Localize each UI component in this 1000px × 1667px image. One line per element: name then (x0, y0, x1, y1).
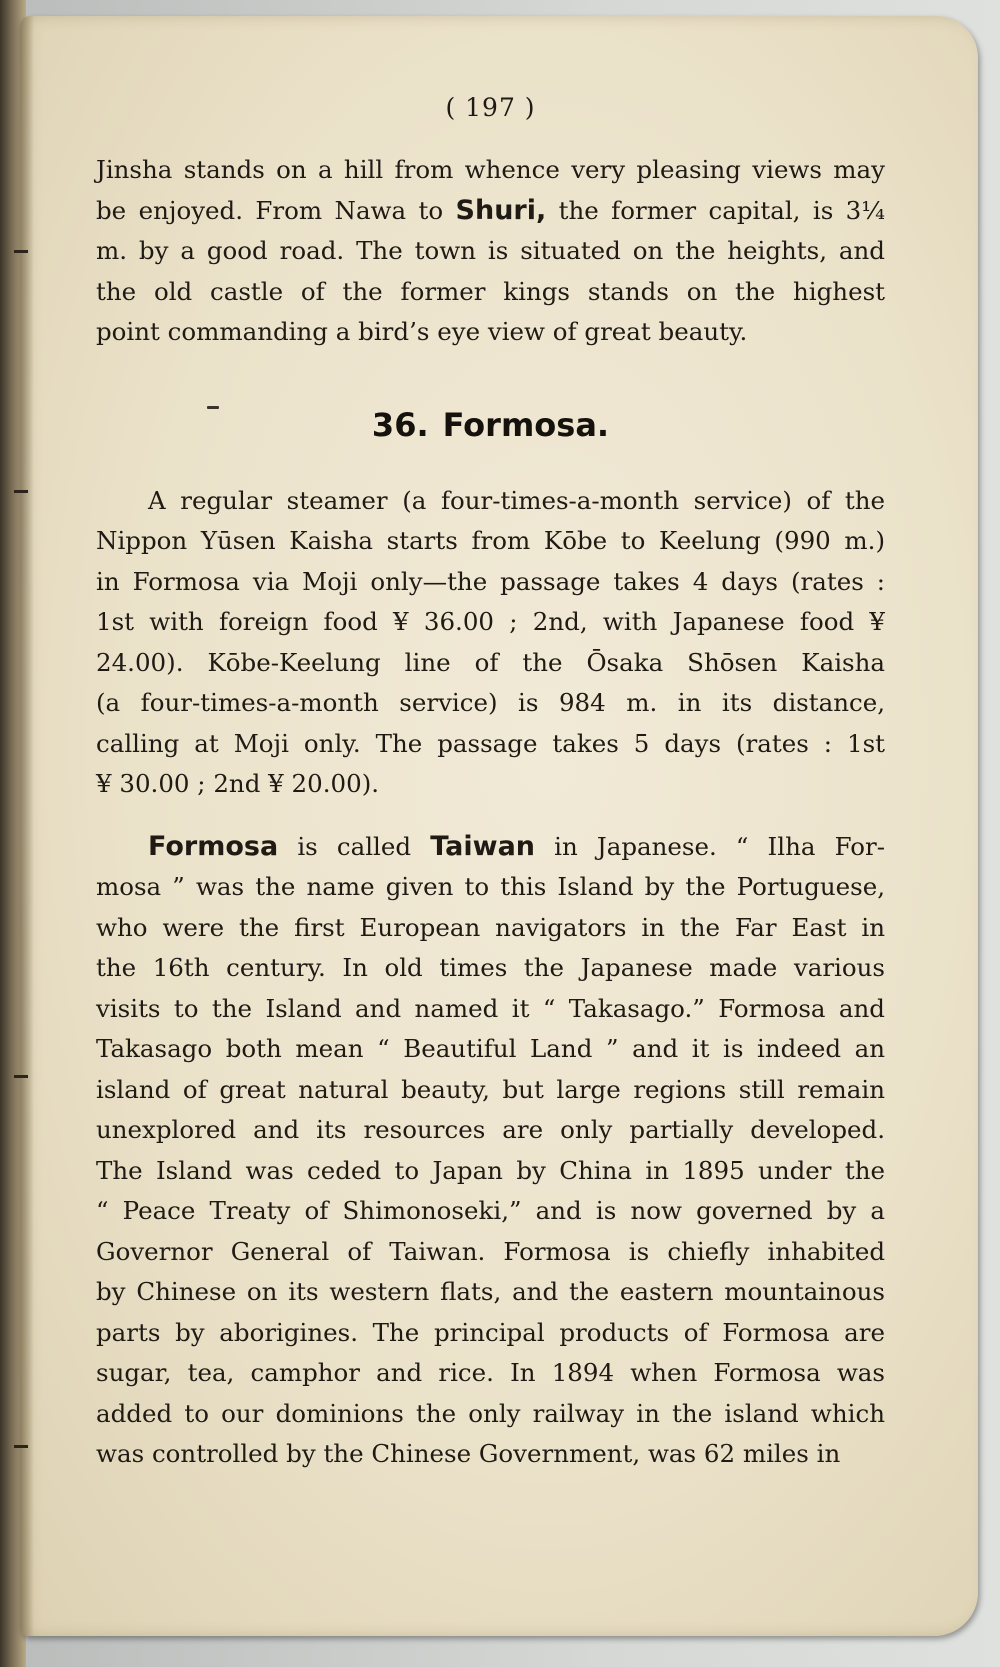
text-line: be enjoyed. From Nawa to Shuri, the former capital, is 3¼ (96, 194, 886, 226)
text-line: calling at Moji only. The passage takes 5 days (rates : 1st (96, 728, 885, 758)
text-line: who were the first European navigators in the Far East in (96, 912, 885, 942)
page-edge-mark (14, 490, 28, 493)
bold-term: Shuri, (455, 194, 547, 226)
text-line: by Chinese on its western flats, and the eastern mountainous (96, 1277, 885, 1306)
page-edge-mark (14, 1075, 28, 1078)
text-line: parts by aborigines. The principal products of Formosa are (96, 1317, 885, 1347)
text-line: Takasago both mean “ Beautiful Land ” and it is indeed an (96, 1034, 885, 1063)
page-number: ( 197 ) (445, 93, 536, 122)
formosa-paragraph (96, 827, 885, 1475)
text-line: 24.00). Kōbe-Keelung line of the Ōsaka Shōsen Kaisha (96, 647, 885, 677)
text-line: in Formosa via Moji only—the passage takes 4 days (rates : (96, 566, 885, 596)
text-line: added to our dominions the only railway in the island which (96, 1398, 885, 1428)
text-line: ¥ 30.00 ; 2nd ¥ 20.00). (96, 769, 380, 798)
section-heading (96, 405, 885, 444)
section-number: 36. (371, 405, 429, 444)
text-line: m. by a good road. The town is situated on the heights, and (96, 236, 885, 265)
section-title: Formosa. (442, 405, 610, 444)
text-line: Governor General of Taiwan. Formosa is chiefly inhabited (96, 1236, 885, 1266)
text-line: sugar, tea, camphor and rice. In 1894 when Formosa was (96, 1358, 885, 1387)
text-line: visits to the Island and named it “ Takasago.” Formosa and (96, 993, 885, 1023)
text-line: the old castle of the former kings stands on the highest (96, 276, 885, 306)
text-line: unexplored and its resources are only partially developed. (96, 1115, 885, 1144)
bold-term: Taiwan (430, 830, 536, 862)
page-content (96, 95, 885, 1475)
text-line: island of great natural beauty, but large regions still remain (96, 1074, 885, 1104)
text-line: the 16th century. In old times the Japanese made various (96, 953, 885, 982)
text-line: Formosa is called Taiwan in Japanese. “ Ilha For- (148, 830, 885, 862)
text-line: “ Peace Treaty of Shimonoseki,” and is now governed by a (96, 1196, 885, 1225)
text-line: (a four-times-a-month service) is 984 m. in its distance, (96, 688, 885, 717)
intro-paragraph (96, 150, 885, 353)
page-edge-mark (14, 250, 28, 253)
paragraph-spacer (96, 805, 885, 827)
text-line: mosa ” was the name given to this Island by the Portuguese, (96, 872, 885, 901)
text-line: point commanding a bird’s eye view of great beauty. (96, 317, 748, 346)
page-gutter-shadow (20, 16, 34, 1636)
text-line: The Island was ceded to Japan by China in 1895 under the (96, 1155, 885, 1185)
text-line: Jinsha stands on a hill from whence very pleasing views may (96, 155, 885, 184)
bold-term: Formosa (148, 830, 279, 862)
text-line: 1st with foreign food ¥ 36.00 ; 2nd, with Japanese food ¥ (96, 607, 885, 636)
page-edge-mark (14, 1445, 28, 1448)
text-line: was controlled by the Chinese Government, was 62 miles in (96, 1439, 841, 1468)
text-line: A regular steamer (a four-times-a-month service) of the (148, 485, 885, 515)
text-line: Nippon Yūsen Kaisha starts from Kōbe to Keelung (990 m.) (96, 526, 885, 555)
steamer-paragraph (96, 481, 885, 805)
